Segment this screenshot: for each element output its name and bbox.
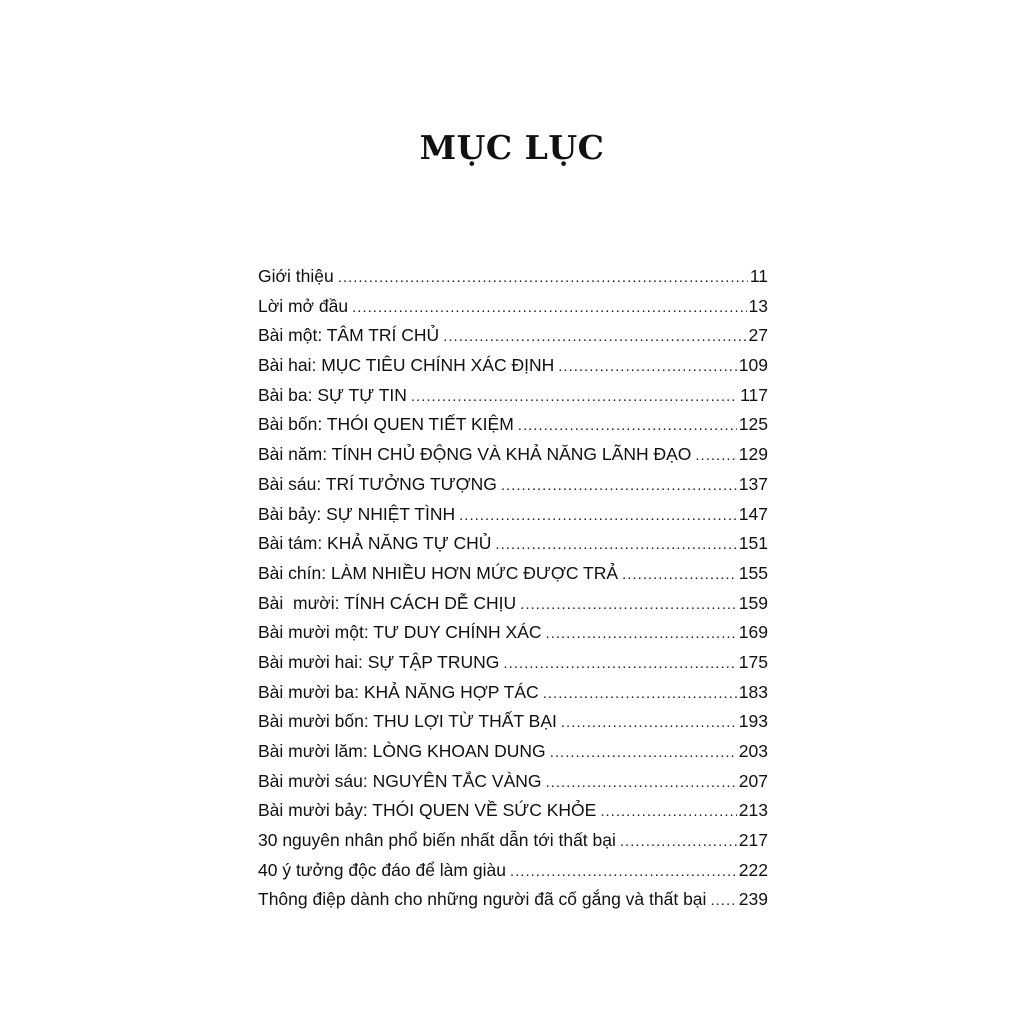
toc-dot-leader: [558, 358, 737, 375]
toc-entry: [258, 533, 768, 563]
toc-dot-leader: [561, 714, 737, 731]
toc-entry-label: Bài một: TÂM TRÍ CHỦ: [258, 325, 443, 346]
toc-entry: [258, 563, 768, 593]
toc-entry-label: Giới thiệu: [258, 266, 338, 287]
toc-entry-page: 151: [738, 533, 768, 554]
toc-dot-leader: [546, 625, 737, 642]
toc-entry-label: Bài mười một: TƯ DUY CHÍNH XÁC: [258, 622, 546, 643]
toc-entry-label: Bài bốn: THÓI QUEN TIẾT KIỆM: [258, 414, 518, 435]
toc-entry-page: 183: [738, 681, 768, 702]
toc-entry-page: 13: [748, 295, 768, 316]
toc-dot-leader: [352, 299, 746, 316]
toc-entry-label: Bài ba: SỰ TỰ TIN: [258, 385, 411, 406]
toc-entry-label: Bài mười hai: SỰ TẬP TRUNG: [258, 652, 503, 673]
toc-dot-leader: [620, 833, 737, 850]
toc-dot-leader: [459, 507, 737, 524]
toc-dot-leader: [518, 417, 737, 434]
toc-entry-label: 40 ý tưởng độc đáo để làm giàu: [258, 860, 510, 881]
toc-entry: [258, 860, 768, 890]
page-title: MỤC LỤC: [419, 128, 605, 167]
toc-entry: [258, 385, 768, 415]
toc-dot-leader: [710, 892, 736, 909]
toc-entry-page: 11: [749, 266, 768, 286]
toc-entry: [258, 296, 768, 326]
toc-entry: [258, 444, 768, 474]
toc-entry-page: 203: [738, 741, 768, 761]
toc-dot-leader: [510, 863, 737, 880]
toc-entry-label: Bài hai: MỤC TIÊU CHÍNH XÁC ĐỊNH: [258, 355, 558, 376]
toc-entry: [258, 474, 768, 504]
toc-entry-label: Bài mười sáu: NGUYÊN TẮC VÀNG: [258, 771, 546, 792]
toc-entry: [258, 266, 768, 296]
toc-entry-page: 137: [738, 473, 768, 494]
toc-entry: [258, 800, 768, 830]
toc-entry: [258, 682, 768, 712]
toc-entry-label: Bài mười bảy: THÓI QUEN VỀ SỨC KHỎE: [258, 800, 600, 821]
toc-entry-page: 213: [738, 800, 768, 821]
toc-dot-leader: [495, 536, 736, 553]
toc-entry: [258, 830, 768, 860]
toc-entry-page: 207: [738, 770, 768, 791]
toc-entry-label: Bài mười bốn: THU LỢI TỪ THẤT BẠI: [258, 711, 561, 732]
toc-entry-label: Bài mười lăm: LÒNG KHOAN DUNG: [258, 741, 550, 762]
toc-entry: [258, 711, 768, 741]
toc-entry: [258, 889, 768, 919]
toc-entry: [258, 741, 768, 771]
toc-entry-label: Bài năm: TÍNH CHỦ ĐỘNG VÀ KHẢ NĂNG LÃNH ĐẠO: [258, 444, 695, 465]
toc-entry-page: 222: [738, 859, 768, 880]
toc-dot-leader: [503, 655, 736, 672]
toc-entry-page: 125: [738, 414, 768, 435]
toc-entry-page: 159: [738, 592, 768, 613]
toc-entry-label: Thông điệp dành cho những người đã cố gắng và thất bại: [258, 889, 710, 910]
toc-entry: [258, 652, 768, 682]
toc-entry: [258, 504, 768, 534]
toc-entry-label: Bài chín: LÀM NHIỀU HƠN MỨC ĐƯỢC TRẢ: [258, 563, 622, 584]
toc-entry-page: 155: [738, 562, 768, 583]
toc-entry-page: 109: [738, 355, 768, 376]
toc-entry-page: 147: [738, 503, 768, 524]
toc-entry-label: Bài mười ba: KHẢ NĂNG HỢP TÁC: [258, 682, 543, 703]
toc-entry-page: 27: [748, 325, 768, 346]
table-of-contents: [258, 266, 768, 919]
toc-entry-page: 217: [738, 830, 768, 851]
toc-entry: [258, 771, 768, 801]
toc-entry-label: Lời mở đầu: [258, 296, 352, 317]
toc-entry-label: Bài mười: TÍNH CÁCH DỄ CHỊU: [258, 593, 520, 614]
toc-dot-leader: [550, 744, 737, 761]
toc-dot-leader: [520, 596, 737, 613]
toc-entry: [258, 355, 768, 385]
toc-entry-page: 193: [738, 711, 768, 732]
toc-dot-leader: [622, 566, 737, 583]
toc-dot-leader: [546, 774, 737, 791]
toc-dot-leader: [501, 477, 737, 494]
toc-entry-label: Bài bảy: SỰ NHIỆT TÌNH: [258, 504, 459, 525]
toc-dot-leader: [338, 269, 748, 286]
toc-entry-page: 117: [740, 384, 768, 405]
toc-entry-label: 30 nguyên nhân phổ biến nhất dẫn tới thất bại: [258, 830, 620, 851]
toc-entry-page: 169: [738, 622, 768, 643]
toc-dot-leader: [411, 388, 738, 405]
toc-entry: [258, 414, 768, 444]
toc-entry-page: 239: [738, 889, 768, 910]
toc-entry: [258, 593, 768, 623]
toc-entry-label: Bài sáu: TRÍ TƯỞNG TƯỢNG: [258, 474, 501, 495]
toc-entry-page: 175: [738, 651, 768, 672]
toc-dot-leader: [695, 447, 736, 464]
toc-entry: [258, 325, 768, 355]
toc-entry: [258, 622, 768, 652]
toc-entry-label: Bài tám: KHẢ NĂNG TỰ CHỦ: [258, 533, 495, 554]
toc-dot-leader: [600, 803, 736, 820]
toc-dot-leader: [543, 685, 737, 702]
toc-entry-page: 129: [738, 444, 768, 465]
toc-dot-leader: [443, 328, 746, 345]
